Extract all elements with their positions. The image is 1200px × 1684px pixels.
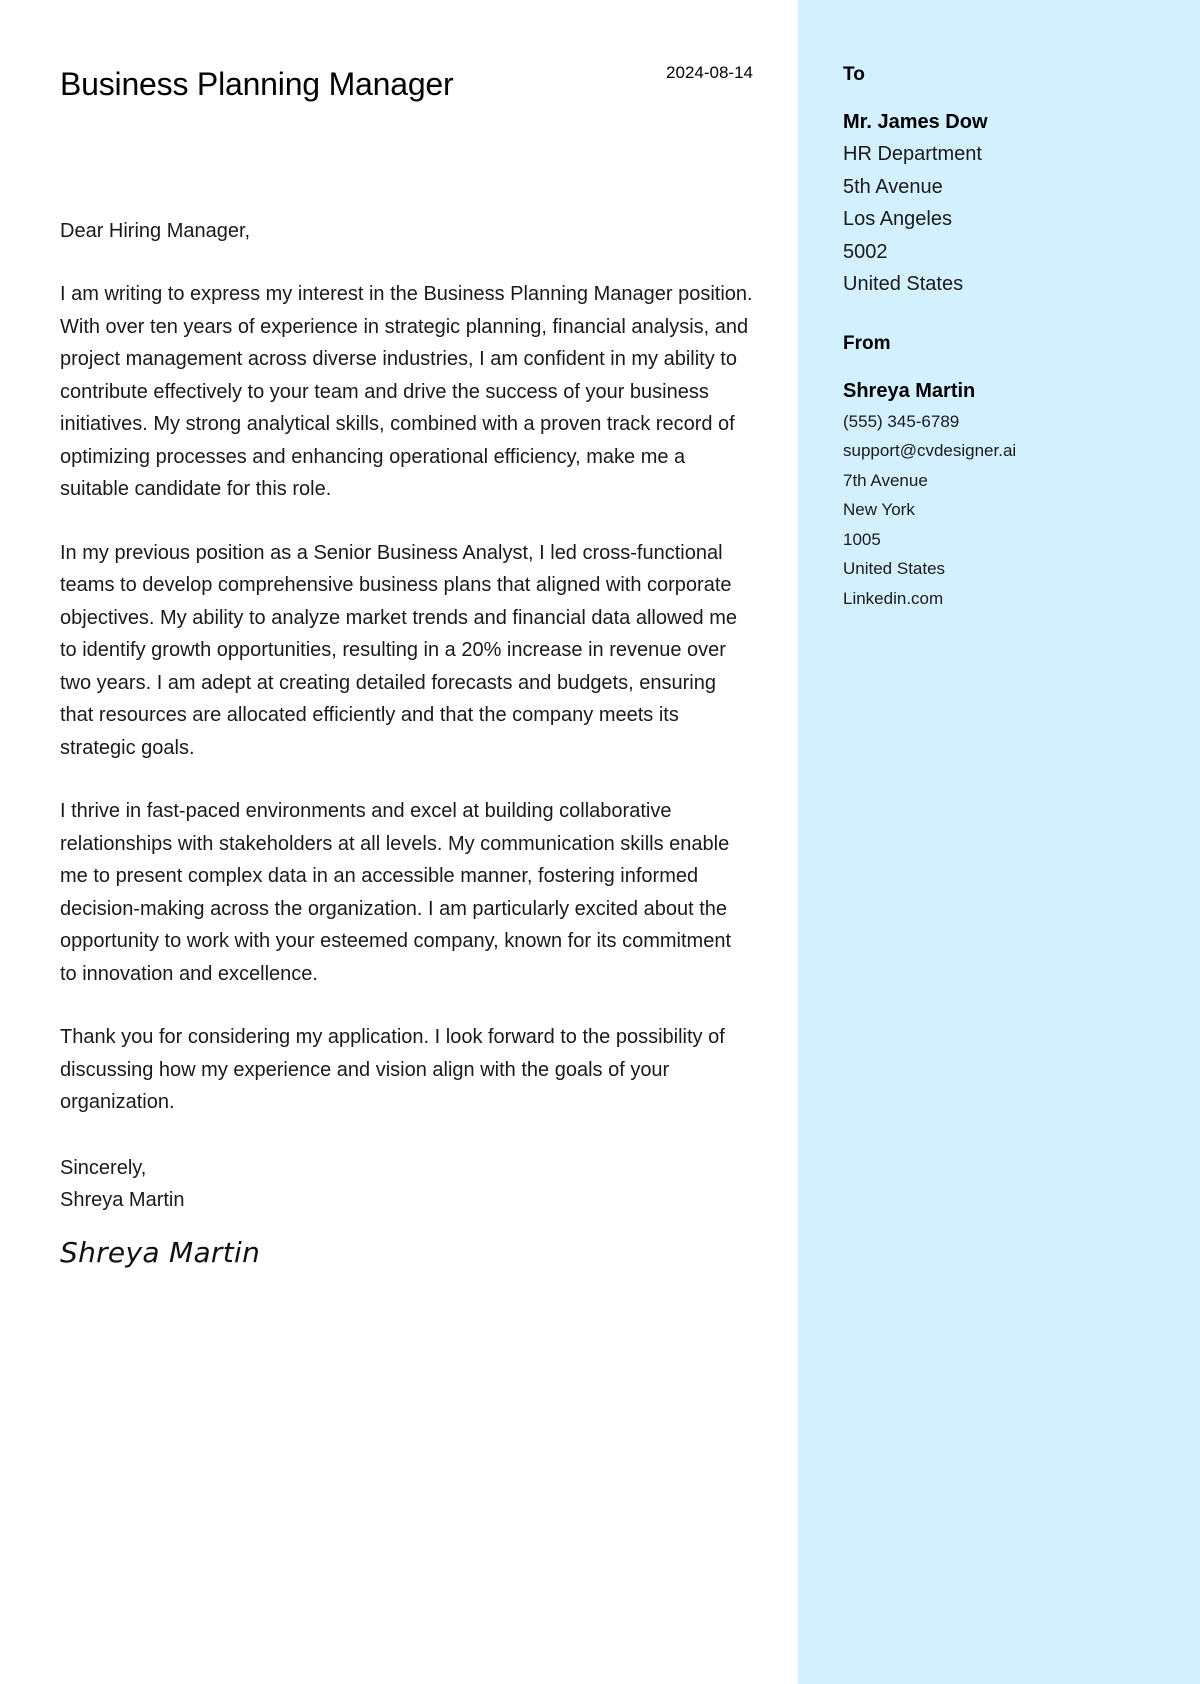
sender-phone: (555) 345-6789 [843, 411, 960, 431]
body-paragraph-1: I am writing to express my interest in the Business Planning Manager position. With over ten years of experience in strategic planning, financial analysis, and project management across diverse industries, I am confident in my ability to contribute effectively to your team and drive the success of your business initiatives. My strong analytical skills, combined with a proven track record of optimizing processes and enhancing operational efficiency, make me a suitable candidate for this role. [60, 283, 753, 500]
closing-phrase: Sincerely, [60, 1156, 147, 1179]
recipient-name: Mr. James Dow [843, 111, 988, 133]
letter-date: 2024-08-14 [666, 63, 753, 82]
recipient-country: United States [843, 273, 964, 295]
recipient-heading: To [843, 64, 865, 85]
sender-city: New York [843, 500, 915, 519]
closing-block [60, 1152, 753, 1216]
recipient-postal-code: 5002 [843, 240, 888, 263]
sender-country: United States [843, 559, 946, 578]
handwritten-signature: Shreya Martin [60, 1235, 261, 1269]
sender-email: support@cvdesigner.ai [843, 441, 1017, 460]
body-paragraph-4: Thank you for considering my application. I look forward to the possibility of discussing how my experience and vision align with the goals of your organization. [60, 1026, 725, 1113]
contact-sidebar [798, 0, 1200, 1684]
page-title: Business Planning Manager [60, 66, 454, 102]
salutation: Dear Hiring Manager, [60, 220, 251, 242]
body-paragraph-3: I thrive in fast-paced environments and excel at building collaborative relationships with stakeholders at all levels. My communication skills enable me to present complex data in an accessible manner, fostering informed decision-making across the organization. I am particularly excited about the opportunity to work with your esteemed company, known for its commitment to innovation and excellence. [60, 800, 732, 985]
recipient-department: HR Department [843, 143, 982, 165]
sender-postal-code: 1005 [843, 529, 881, 549]
sender-street: 7th Avenue [843, 470, 928, 490]
sender-block [843, 375, 1170, 614]
recipient-street: 5th Avenue [843, 175, 943, 198]
sender-name: Shreya Martin [843, 379, 976, 402]
letter-header [60, 60, 753, 168]
sender-heading: From [843, 332, 891, 354]
sender-linkedin: Linkedin.com [843, 588, 944, 608]
body-paragraph-2: In my previous position as a Senior Business Analyst, I led cross-functional teams to develop comprehensive business plans that aligned with corporate objectives. My ability to analyze market trends and financial data allowed me to identify growth opportunities, resulting in a 20% increase in revenue over two years. I am adept at creating detailed forecasts and budgets, ensuring that resources are allocated efficiently and that the company meets its strategic goals. [60, 541, 738, 759]
recipient-city: Los Angeles [843, 208, 952, 230]
closing-name: Shreya Martin [60, 1188, 185, 1211]
recipient-block [843, 106, 1170, 301]
